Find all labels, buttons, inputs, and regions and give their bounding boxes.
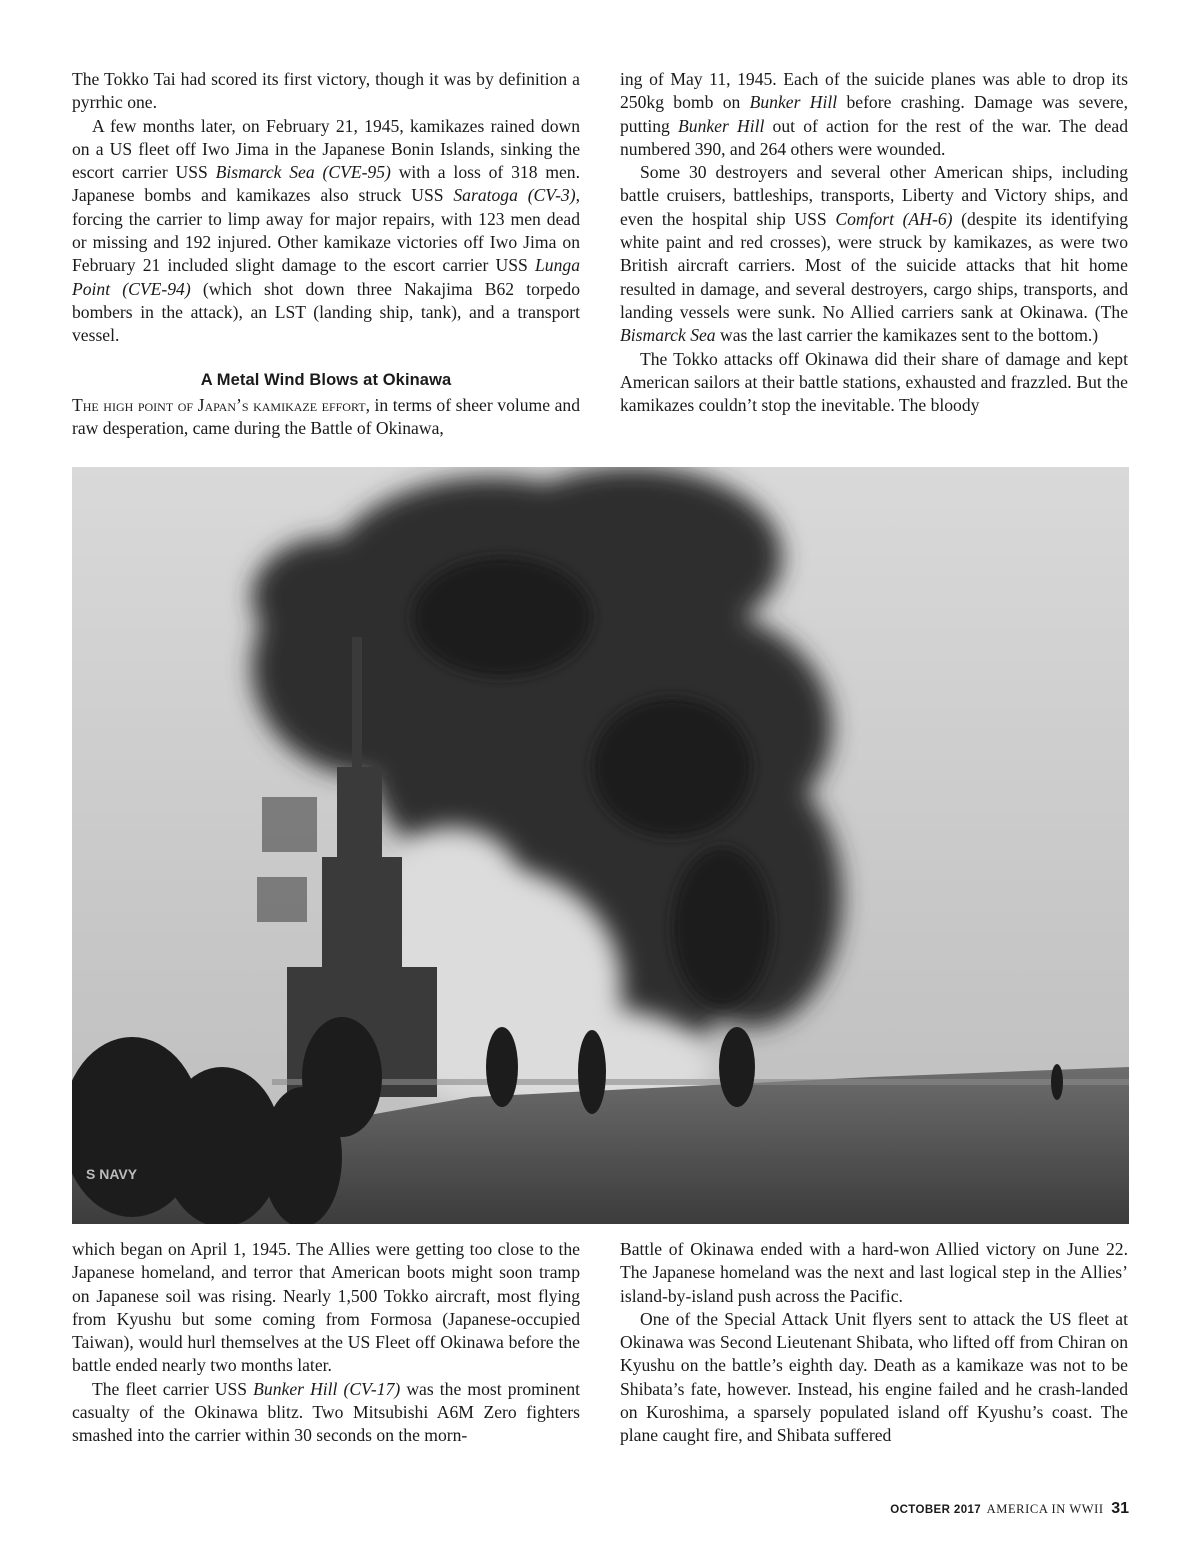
paragraph: The high point of Japan’s kamikaze effort, in terms of sheer volume and raw desperation, came during the Battle of Okinawa, <box>72 394 580 439</box>
paragraph: The Tokko attacks off Okinawa did their share of damage and kept American sailors at their battle stations, exhausted and frazzled. But the kamikazes couldn’t stop the inevitable. The bloody <box>620 348 1128 416</box>
paragraph: The fleet carrier USS Bunker Hill (CV-17) was the most prominent casualty of the Okinawa blitz. Two Mitsubishi A6M Zero fighters smashed into the carrier within 30 seconds on the morn- <box>72 1378 581 1446</box>
page-footer <box>890 1500 1129 1518</box>
paragraph: Some 30 destroyers and several other American ships, including battle cruisers, battleships, transports, Liberty and Victory ships, and even the hospital ship USS Comfort (AH-6) (despite its identifying white paint and red crosses), were struck by kamikazes, as were two British aircraft carriers. Most of the suicide attacks that hit home resulted in damage, and several destroyers, cargo ships, transports, and landing vessels were sunk. No Allied carriers sank at Okinawa. (The Bismarck Sea was the last carrier the kamikazes sent to the bottom.) <box>620 162 1129 346</box>
helmet-stencil: S NAVY <box>86 1166 138 1182</box>
paragraph: Battle of Okinawa ended with a hard-won Allied victory on June 22. The Japanese homeland was the next and last logical step in the Allies’ island-by-island push across the Pacific. <box>620 1239 1128 1306</box>
section-heading: A Metal Wind Blows at Okinawa <box>200 370 452 389</box>
war-photo <box>72 467 1129 1224</box>
paragraph: which began on April 1, 1945. The Allies were getting too close to the Japanese homeland, and terror that American boots might soon tramp on Japanese soil was rising. Nearly 1,500 Tokko aircraft, most flying from Kyushu but some coming from Formosa (Japanese-occupied Taiwan), would hurl themselves at the US Fleet off Okinawa before the battle ended nearly two months later. <box>72 1239 580 1376</box>
issue-date: OCTOBER 2017 <box>890 1504 982 1516</box>
article-column-top-left <box>72 68 580 440</box>
paragraph: ing of May 11, 1945. Each of the suicide planes was able to drop its 250kg bomb on Bunker Hill before crashing. Damage was severe, putting Bunker Hill out of action for the rest of the war. The dead numbered 390, and 264 others were wounded. <box>620 69 1128 159</box>
article-column-bottom-left <box>72 1238 580 1448</box>
article-column-top-right <box>620 68 1128 417</box>
page-number: 31 <box>1111 1500 1129 1517</box>
paragraph: One of the Special Attack Unit flyers sent to attack the US fleet at Okinawa was Second Lieutenant Shibata, who lifted off from Chiran on Kyushu on the battle’s eighth day. Death as a kamikaze was not to be Shibata’s fate, however. Instead, his engine failed and he crash-landed on Kuroshima, a sparsely populated island off Kyushu’s coast. The plane caught fire, and Shibata suffered <box>620 1308 1128 1446</box>
paragraph: The Tokko Tai had scored its first victory, though it was by definition a pyrrhic one. <box>72 69 580 113</box>
magazine-name: AMERICA IN WWII <box>986 1502 1104 1516</box>
article-column-bottom-right <box>620 1238 1128 1448</box>
paragraph: A few months later, on February 21, 1945, kamikazes rained down on a US fleet off Iwo Jima in the Japanese Bonin Islands, sinking the escort carrier USS Bismarck Sea (CVE-95) with a loss of 318 men. Japanese bombs and kamikazes also struck USS Saratoga (CV-3), forcing the carrier to limp away for major repairs, with 123 men dead or missing and 192 injured. Other kamikaze victories off Iwo Jima on February 21 included slight damage to the escort carrier USS Lunga Point (CVE-94) (which shot down three Nakajima B62 torpedo bombers in the attack), an LST (landing ship, tank), and a transport vessel. <box>72 115 581 346</box>
burning-carrier-photo-icon <box>72 467 1129 1224</box>
